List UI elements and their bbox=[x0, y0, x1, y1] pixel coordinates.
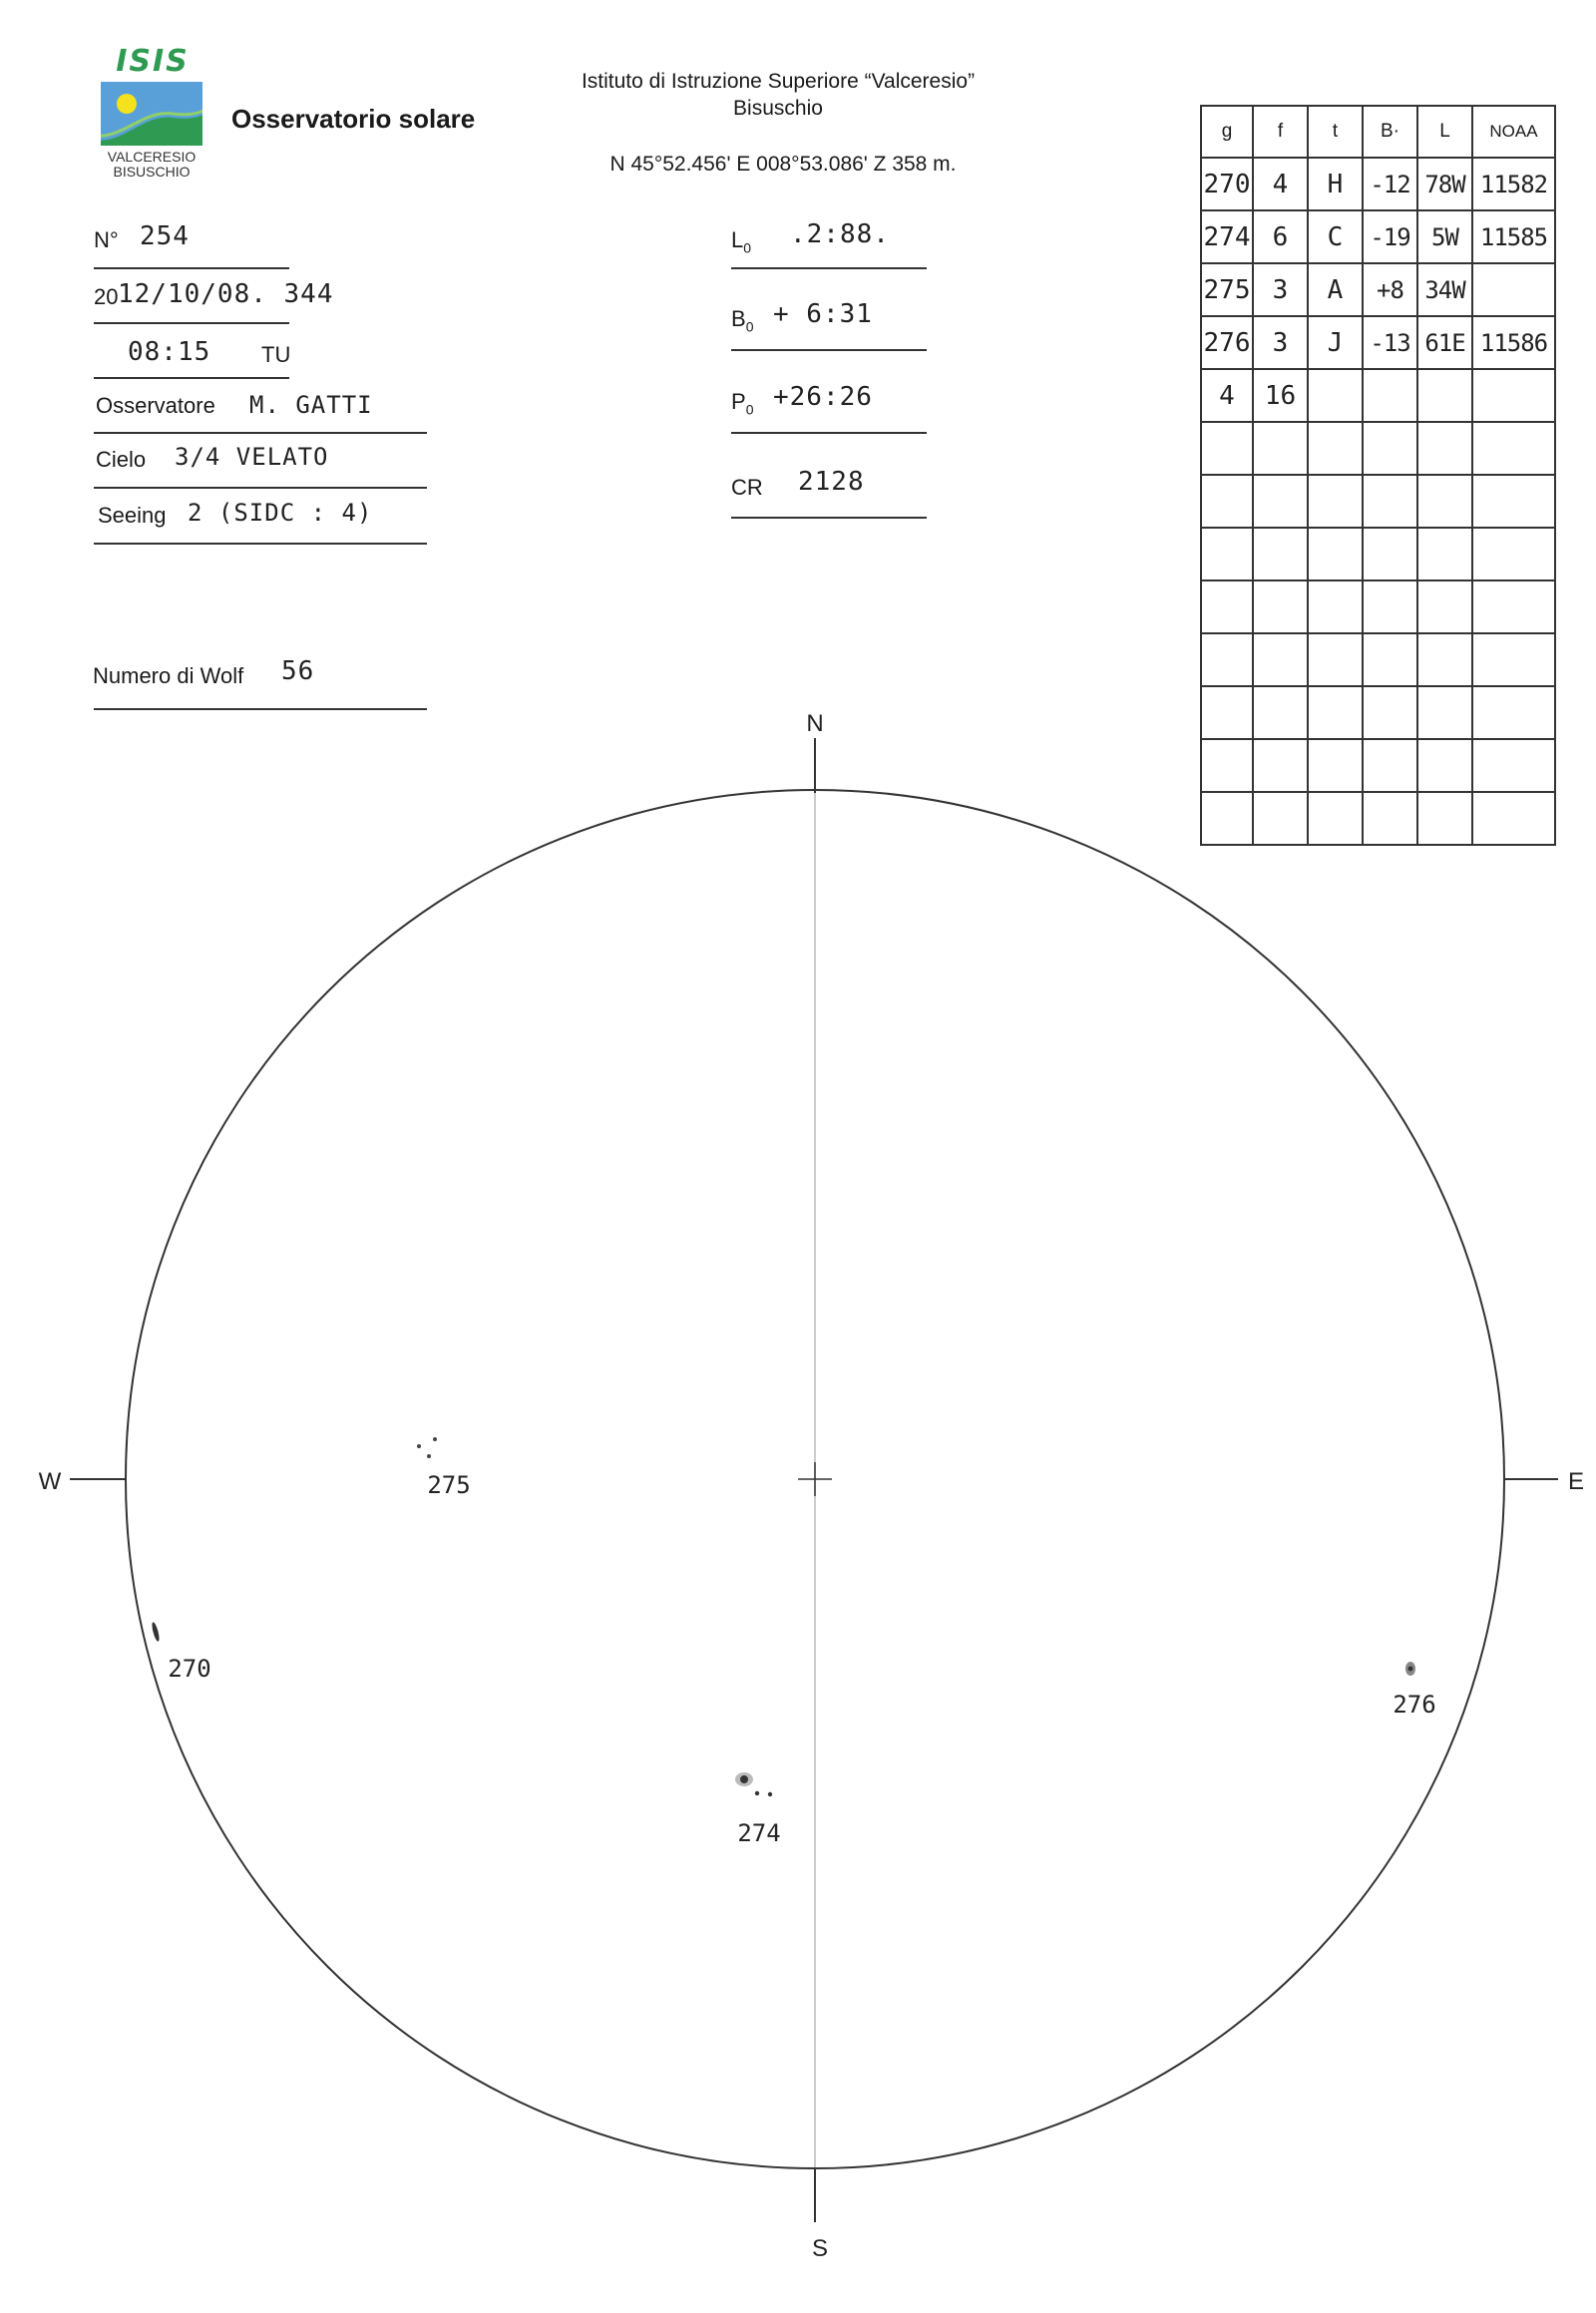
l0-subscript: 0 bbox=[743, 239, 752, 256]
south-label: S bbox=[811, 2235, 829, 2262]
logo-caption-line1: VALCERESIO bbox=[107, 149, 197, 165]
b0-value: + 6:31 bbox=[773, 299, 873, 329]
table-cell: C bbox=[1308, 210, 1363, 263]
north-label: N bbox=[806, 710, 824, 737]
table-cell: 4 bbox=[1201, 369, 1253, 422]
table-cell: 78W bbox=[1417, 158, 1472, 210]
table-cell: 5W bbox=[1417, 210, 1472, 263]
table-cell: 6 bbox=[1253, 210, 1308, 263]
l0-value: .2:88. bbox=[790, 219, 890, 249]
seeing-label: Seeing bbox=[98, 503, 167, 528]
wolf-label: Numero di Wolf bbox=[93, 663, 244, 688]
header-group: g bbox=[1201, 106, 1253, 158]
table-cell: +8 bbox=[1363, 263, 1417, 316]
header-noaa: NOAA bbox=[1472, 106, 1555, 158]
sunspot-group-270 bbox=[151, 1622, 161, 1643]
seeing-value: 2 (SIDC : 4) bbox=[188, 499, 373, 527]
table-cell: 270 bbox=[1201, 158, 1253, 210]
observation-date: 12/10/08. 344 bbox=[118, 279, 334, 309]
sunspot-group-275 bbox=[417, 1437, 437, 1458]
header-latitude: B· bbox=[1363, 106, 1417, 158]
observation-number: 254 bbox=[140, 221, 190, 251]
logo-caption-line2: BISUSCHIO bbox=[113, 164, 191, 180]
observatory-title: Osservatorio solare bbox=[231, 104, 476, 134]
east-label: E bbox=[1567, 1468, 1585, 1495]
cr-label: CR bbox=[731, 475, 763, 500]
observer-name: M. GATTI bbox=[249, 391, 373, 419]
table-cell: 4 bbox=[1253, 158, 1308, 210]
site-coordinates: N 45°52.456' E 008°53.086' Z 358 m. bbox=[609, 153, 957, 176]
number-label: N° bbox=[94, 227, 119, 252]
sunspot-group-274 bbox=[735, 1772, 772, 1796]
wolf-number: 56 bbox=[281, 656, 315, 686]
table-cell: -13 bbox=[1363, 316, 1417, 369]
p0-subscript: 0 bbox=[745, 401, 754, 418]
carrington-rotation: 2128 bbox=[798, 467, 865, 497]
header-type: t bbox=[1308, 106, 1363, 158]
group-label-274: 274 bbox=[737, 1819, 781, 1847]
table-cell: 11586 bbox=[1472, 316, 1555, 369]
institute-name: Istituto di Istruzione Superiore “Valceresio” bbox=[581, 70, 976, 93]
table-cell: 61E bbox=[1417, 316, 1472, 369]
table-cell: -12 bbox=[1363, 158, 1417, 210]
b0-subscript: 0 bbox=[745, 318, 754, 335]
table-cell: 276 bbox=[1201, 316, 1253, 369]
table-cell: J bbox=[1308, 316, 1363, 369]
header-spots: f bbox=[1253, 106, 1308, 158]
date-prefix: 20 bbox=[94, 284, 119, 309]
sunspot-group-276 bbox=[1405, 1662, 1415, 1676]
p0-letter: P bbox=[731, 389, 746, 414]
table-cell: 3 bbox=[1253, 316, 1308, 369]
table-cell: 11582 bbox=[1472, 158, 1555, 210]
sky-label: Cielo bbox=[96, 447, 147, 472]
table-cell: 275 bbox=[1201, 263, 1253, 316]
table-cell: H bbox=[1308, 158, 1363, 210]
group-label-270: 270 bbox=[168, 1655, 211, 1683]
table-cell: -19 bbox=[1363, 210, 1417, 263]
p0-value: +26:26 bbox=[773, 382, 873, 412]
sky-condition: 3/4 VELATO bbox=[175, 443, 329, 471]
table-cell: 16 bbox=[1253, 369, 1308, 422]
group-label-276: 276 bbox=[1393, 1691, 1436, 1719]
west-label: W bbox=[38, 1468, 62, 1495]
header-longitude: L bbox=[1417, 106, 1472, 158]
table-cell: 11585 bbox=[1472, 210, 1555, 263]
institute-town: Bisuschio bbox=[733, 97, 823, 120]
observer-label: Osservatore bbox=[96, 393, 215, 418]
time-unit: TU bbox=[261, 342, 291, 367]
logo-wordmark: ISIS bbox=[116, 44, 190, 79]
table-cell: 274 bbox=[1201, 210, 1253, 263]
group-label-275: 275 bbox=[427, 1471, 471, 1499]
table-cell: 34W bbox=[1417, 263, 1472, 316]
b0-letter: B bbox=[731, 306, 746, 331]
table-cell: 3 bbox=[1253, 263, 1308, 316]
table-cell: A bbox=[1308, 263, 1363, 316]
observation-time: 08:15 bbox=[128, 337, 211, 367]
l0-letter: L bbox=[731, 227, 744, 252]
